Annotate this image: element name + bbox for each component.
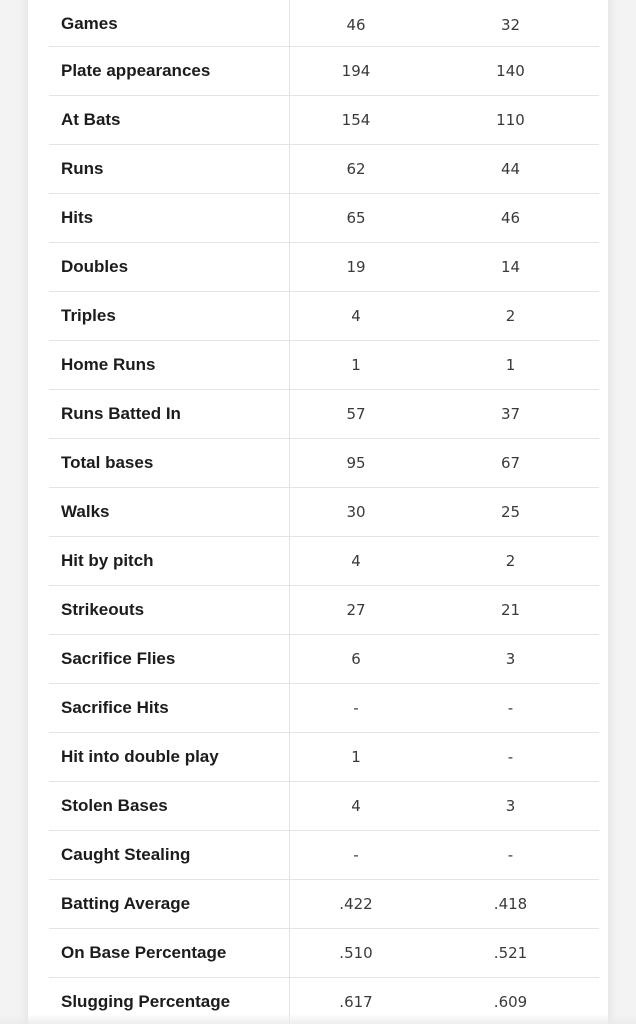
stat-value-col2: 21	[422, 586, 599, 635]
table-row	[49, 0, 599, 47]
stat-value-col1: .617	[290, 978, 423, 1024]
stat-value-col2: 1	[422, 341, 599, 390]
stat-value-col1: 1	[290, 733, 423, 782]
stat-value-col1: 19	[290, 243, 423, 292]
table-row	[49, 635, 599, 684]
stat-value-col1: 27	[290, 586, 423, 635]
stat-label: Strikeouts	[49, 586, 290, 635]
stat-label: Hits	[49, 194, 290, 243]
table-row	[49, 194, 599, 243]
stat-label: Batting Average	[49, 880, 290, 929]
table-row	[49, 782, 599, 831]
table-row	[49, 243, 599, 292]
table-row	[49, 880, 599, 929]
table-row	[49, 145, 599, 194]
stat-value-col2: 37	[422, 390, 599, 439]
stat-value-col2: 32	[422, 0, 599, 47]
table-row	[49, 390, 599, 439]
table-row	[49, 733, 599, 782]
stat-label: Sacrifice Flies	[49, 635, 290, 684]
stat-value-col1: 65	[290, 194, 423, 243]
stat-value-col2: .418	[422, 880, 599, 929]
stat-label: Home Runs	[49, 341, 290, 390]
stat-label: At Bats	[49, 96, 290, 145]
stat-label: Sacrifice Hits	[49, 684, 290, 733]
stat-value-col1: 4	[290, 782, 423, 831]
table-row	[49, 537, 599, 586]
stat-label: Plate appearances	[49, 47, 290, 96]
stat-value-col1: -	[290, 684, 423, 733]
stat-value-col2: 140	[422, 47, 599, 96]
stat-label: Stolen Bases	[49, 782, 290, 831]
stat-value-col2: .521	[422, 929, 599, 978]
stat-value-col2: 14	[422, 243, 599, 292]
stat-value-col1: 57	[290, 390, 423, 439]
table-row	[49, 47, 599, 96]
table-row	[49, 439, 599, 488]
stat-label: Slugging Percentage	[49, 978, 290, 1024]
stat-label: Total bases	[49, 439, 290, 488]
stat-value-col1: 194	[290, 47, 423, 96]
stat-label: Runs	[49, 145, 290, 194]
stat-label: Runs Batted In	[49, 390, 290, 439]
stat-value-col1: -	[290, 831, 423, 880]
table-row	[49, 586, 599, 635]
table-row	[49, 929, 599, 978]
stat-value-col1: 154	[290, 96, 423, 145]
stat-value-col1: 6	[290, 635, 423, 684]
stat-value-col2: -	[422, 684, 599, 733]
stat-value-col2: 2	[422, 537, 599, 586]
stat-label: Hit by pitch	[49, 537, 290, 586]
stat-value-col2: .609	[422, 978, 599, 1024]
stat-value-col1: .422	[290, 880, 423, 929]
stat-value-col2: 46	[422, 194, 599, 243]
stat-label: Walks	[49, 488, 290, 537]
stat-label: Hit into double play	[49, 733, 290, 782]
stat-value-col2: 67	[422, 439, 599, 488]
stat-label: On Base Percentage	[49, 929, 290, 978]
table-row	[49, 831, 599, 880]
stat-value-col2: 110	[422, 96, 599, 145]
stat-value-col1: 4	[290, 537, 423, 586]
stat-value-col2: 2	[422, 292, 599, 341]
stat-label: Triples	[49, 292, 290, 341]
stat-value-col1: 1	[290, 341, 423, 390]
stat-label: Caught Stealing	[49, 831, 290, 880]
stat-value-col2: 44	[422, 145, 599, 194]
stat-value-col1: 62	[290, 145, 423, 194]
stats-table	[49, 0, 599, 1024]
table-row	[49, 292, 599, 341]
table-row	[49, 96, 599, 145]
stat-value-col2: -	[422, 733, 599, 782]
stat-value-col1: 4	[290, 292, 423, 341]
table-row	[49, 488, 599, 537]
table-row	[49, 341, 599, 390]
stat-value-col1: 95	[290, 439, 423, 488]
bottom-fade	[0, 1014, 636, 1024]
stat-value-col1: 30	[290, 488, 423, 537]
table-row	[49, 684, 599, 733]
stat-value-col2: 3	[422, 782, 599, 831]
stat-value-col2: -	[422, 831, 599, 880]
stat-value-col2: 3	[422, 635, 599, 684]
stat-label: Doubles	[49, 243, 290, 292]
stat-value-col1: 46	[290, 0, 423, 47]
stat-value-col1: .510	[290, 929, 423, 978]
stat-label: Games	[49, 0, 290, 47]
stat-value-col2: 25	[422, 488, 599, 537]
